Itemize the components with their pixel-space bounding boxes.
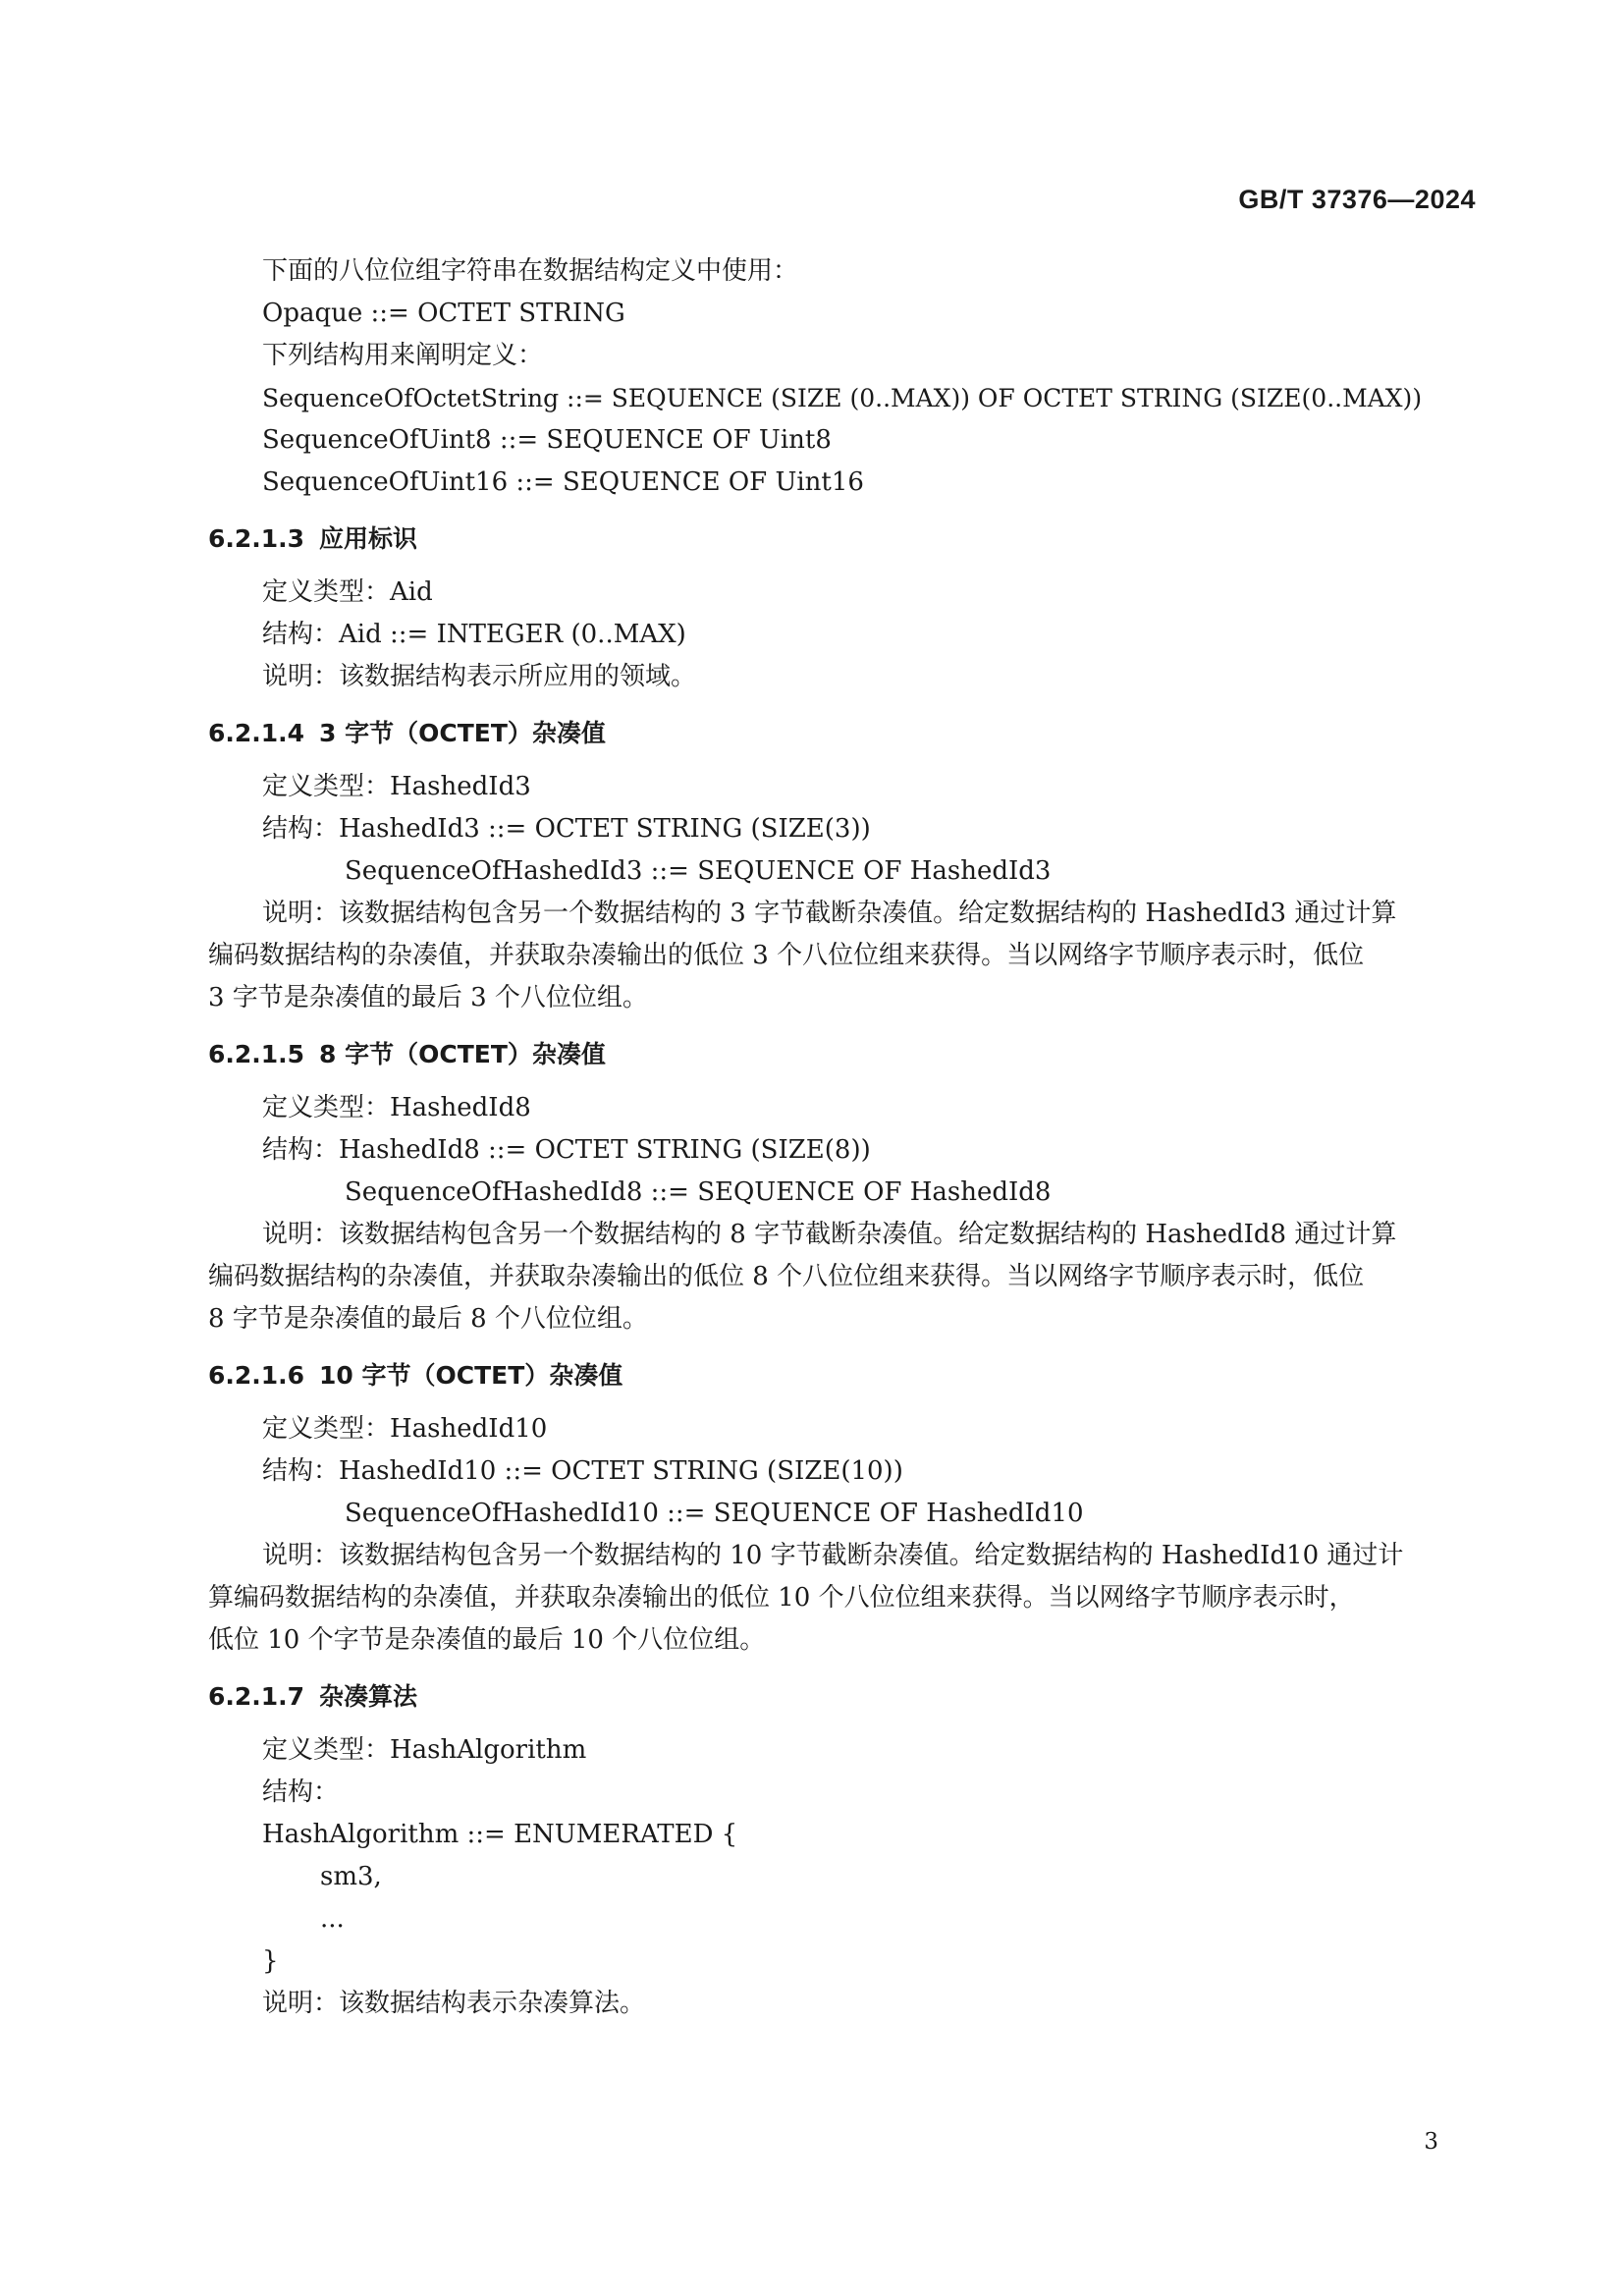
description-line: 说明：该数据结构包含另一个数据结构的 3 字节截断杂凑值。给定数据结构的 HashedId3 通过计算: [262, 899, 1397, 928]
description-line: 说明：该数据结构包含另一个数据结构的 10 字节截断杂凑值。给定数据结构的 HashedId10 通过计: [262, 1541, 1404, 1570]
intro-code-line: Opaque ::= OCTET STRING: [262, 299, 625, 328]
definition-type: 定义类型：HashedId8: [262, 1093, 531, 1122]
definition-type: 定义类型：Aid: [262, 577, 433, 607]
section-title: 8 字节（OCTET）杂凑值: [319, 1040, 606, 1068]
structure-line: 结构：HashedId10 ::= OCTET STRING (SIZE(10)): [262, 1456, 903, 1486]
description-line: 低位 10 个字节是杂凑值的最后 10 个八位位组。: [208, 1625, 766, 1655]
section-heading: [208, 712, 1477, 754]
definition-type: 定义类型：HashedId3: [262, 772, 531, 801]
section-number: 6.2.1.6: [208, 1361, 305, 1390]
page-number: 3: [1424, 2129, 1438, 2155]
description-line: 3 字节是杂凑值的最后 3 个八位位组。: [208, 983, 648, 1012]
structure-line: 结构：: [262, 1777, 340, 1807]
section-title: 应用标识: [319, 524, 418, 553]
section-heading: [208, 1033, 1477, 1075]
intro-code-line: SequenceOfUint16 ::= SEQUENCE OF Uint16: [262, 467, 864, 497]
section-number: 6.2.1.3: [208, 524, 305, 553]
section-title: 10 字节（OCTET）杂凑值: [319, 1361, 623, 1390]
description-line: 编码数据结构的杂凑值，并获取杂凑输出的低位 8 个八位位组来获得。当以网络字节顺序表示时，低位: [208, 1262, 1365, 1291]
section-heading: [208, 518, 1477, 560]
standard-code: GB/T 37376—2024: [1238, 185, 1476, 214]
description-paragraph: [208, 893, 1477, 1019]
description-line: 编码数据结构的杂凑值，并获取杂凑输出的低位 3 个八位位组来获得。当以网络字节顺序表示时，低位: [208, 941, 1365, 970]
section-number: 6.2.1.4: [208, 719, 305, 747]
description-line: 算编码数据结构的杂凑值，并获取杂凑输出的低位 10 个八位位组来获得。当以网络字节顺序表示时，: [208, 1583, 1355, 1613]
description-paragraph: [208, 1214, 1477, 1340]
structure-line: 结构：Aid ::= INTEGER (0..MAX): [262, 620, 686, 649]
intro-code-line: SequenceOfUint8 ::= SEQUENCE OF Uint8: [262, 425, 832, 455]
definition-type: 定义类型：HashAlgorithm: [262, 1735, 587, 1765]
structure-line: SequenceOfHashedId10 ::= SEQUENCE OF HashedId10: [345, 1499, 1084, 1528]
description-line: 说明：该数据结构包含另一个数据结构的 8 字节截断杂凑值。给定数据结构的 HashedId8 通过计算: [262, 1220, 1397, 1249]
code-line: ...: [320, 1904, 345, 1934]
structure-line: 结构：HashedId3 ::= OCTET STRING (SIZE(3)): [262, 814, 871, 844]
section-number: 6.2.1.5: [208, 1040, 305, 1068]
description: 说明：该数据结构表示杂凑算法。: [262, 1989, 646, 2018]
page-content: [208, 250, 1477, 2025]
intro-line: 下列结构用来阐明定义：: [262, 341, 544, 370]
section-number: 6.2.1.7: [208, 1682, 305, 1711]
structure-line: 结构：HashedId8 ::= OCTET STRING (SIZE(8)): [262, 1135, 871, 1165]
section-heading: [208, 1354, 1477, 1396]
section-title: 3 字节（OCTET）杂凑值: [319, 719, 606, 747]
structure-line: SequenceOfHashedId8 ::= SEQUENCE OF HashedId8: [345, 1177, 1052, 1207]
code-line: }: [262, 1946, 279, 1976]
section-heading: [208, 1675, 1477, 1718]
code-line: sm3,: [320, 1862, 382, 1891]
intro-line: 下面的八位位组字符串在数据结构定义中使用：: [262, 256, 799, 286]
description: 说明：该数据结构表示所应用的领域。: [262, 662, 697, 691]
intro-code-line: SequenceOfOctetString ::= SEQUENCE (SIZE (0..MAX)) OF OCTET STRING (SIZE(0..MAX)): [262, 384, 1423, 412]
code-line: HashAlgorithm ::= ENUMERATED {: [262, 1820, 738, 1849]
structure-line: SequenceOfHashedId3 ::= SEQUENCE OF HashedId3: [345, 856, 1052, 886]
definition-type: 定义类型：HashedId10: [262, 1414, 548, 1444]
description-line: 8 字节是杂凑值的最后 8 个八位位组。: [208, 1304, 648, 1334]
section-title: 杂凑算法: [319, 1682, 418, 1711]
description-paragraph: [208, 1535, 1477, 1662]
